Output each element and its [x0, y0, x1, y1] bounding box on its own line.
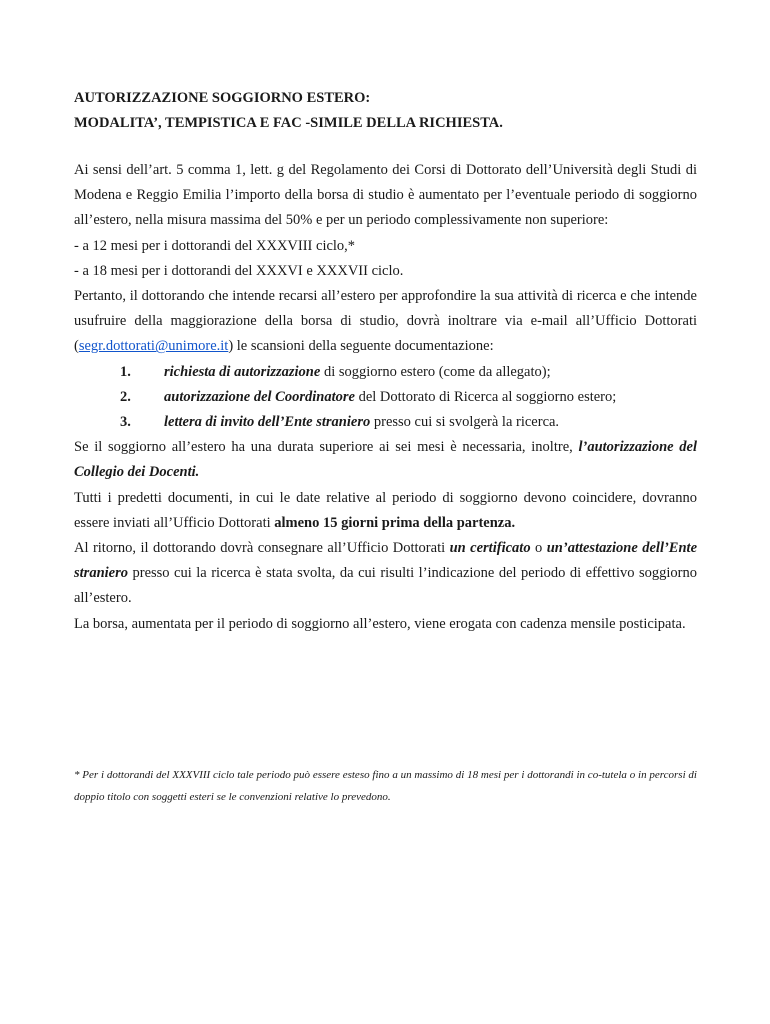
- paragraph-text: presso cui la ricerca è stata svolta, da cui risulti l’indicazione del periodo di effettivo soggiorno all’estero.: [74, 565, 697, 607]
- list-number: 3.: [120, 414, 131, 431]
- deadline-paragraph: [74, 486, 697, 536]
- limit-item: - a 18 mesi per i dottorandi del XXXVI e XXXVII ciclo.: [74, 262, 404, 279]
- list-number: 2.: [120, 388, 131, 405]
- paragraph-emphasis: l’autorizzazione del Collegio dei Docenti.: [74, 439, 697, 481]
- limit-item: - a 12 mesi per i dottorandi del XXXVIII ciclo,*: [74, 237, 356, 254]
- paragraph-text: Al ritorno, il dottorando dovrà consegnare all’Ufficio Dottorati: [74, 540, 450, 557]
- paragraph-text: Se il soggiorno all’estero ha una durata superiore ai sei mesi è necessaria, inoltre,: [74, 439, 579, 456]
- paragraph-text: o: [530, 540, 547, 557]
- list-item: [74, 410, 697, 435]
- list-number: 1.: [120, 363, 131, 380]
- list-item: [74, 360, 697, 385]
- six-months-paragraph: [74, 435, 697, 485]
- footnote: * Per i dottorandi del XXXVIII ciclo tale periodo può essere esteso fino a un massimo di 18 mesi per i dottorandi in co-tutela o in percorsi di doppio titolo con soggetti esteri se le convenzioni relative lo prevedono.: [74, 769, 697, 803]
- procedure-text: ) le scansioni della seguente documentazione:: [228, 338, 494, 355]
- document-title: [74, 86, 714, 136]
- procedure-text: Pertanto, il dottorando che intende recarsi all’estero per approfondire la sua attività di ricerca e che intende usufruire della maggiorazione della borsa di studio, dovrà inoltrare via e-mail all’Ufficio Dottorati (: [74, 288, 697, 355]
- list-item-text: presso cui si svolgerà la ricerca.: [370, 414, 560, 431]
- payment-paragraph: La borsa, aumentata per il periodo di soggiorno all’estero, viene erogata con cadenza mensile posticipata.: [74, 615, 686, 632]
- list-item-title: autorizzazione del Coordinatore: [164, 388, 355, 405]
- list-item-text: del Dottorato di Ricerca al soggiorno estero;: [354, 388, 617, 405]
- paragraph-emphasis: un certificato: [449, 540, 531, 557]
- email-link[interactable]: segr.dottorati@unimore.it: [78, 338, 229, 355]
- title-line-2: MODALITA’, TEMPISTICA E FAC -SIMILE DELLA RICHIESTA.: [74, 115, 503, 131]
- list-item-text: di soggiorno estero (come da allegato);: [320, 363, 551, 380]
- document-body: [74, 158, 697, 637]
- return-paragraph: [74, 536, 697, 612]
- procedure-paragraph: [74, 284, 697, 360]
- paragraph-text: Tutti i predetti documenti, in cui le date relative al periodo di soggiorno devono coincidere, dovranno essere inviati all’Ufficio Dottorati: [74, 489, 697, 531]
- paragraph-emphasis: un’attestazione dell’Ente straniero: [74, 540, 697, 582]
- document-list: [74, 360, 697, 436]
- list-item: [74, 385, 697, 410]
- list-item-title: richiesta di autorizzazione: [164, 363, 321, 380]
- intro-paragraph: Ai sensi dell’art. 5 comma 1, lett. g del Regolamento dei Corsi di Dottorato dell’Università degli Studi di Modena e Reggio Emilia l’importo della borsa di studio è aumentato per l’eventuale periodo di soggiorno all’estero, nella misura massima del 50% e per un periodo complessivamente non superiore:: [74, 162, 697, 229]
- deadline-emphasis: almeno 15 giorni prima della partenza.: [274, 514, 516, 531]
- title-line-1: AUTORIZZAZIONE SOGGIORNO ESTERO:: [74, 90, 371, 106]
- list-item-title: lettera di invito dell’Ente straniero: [164, 414, 371, 431]
